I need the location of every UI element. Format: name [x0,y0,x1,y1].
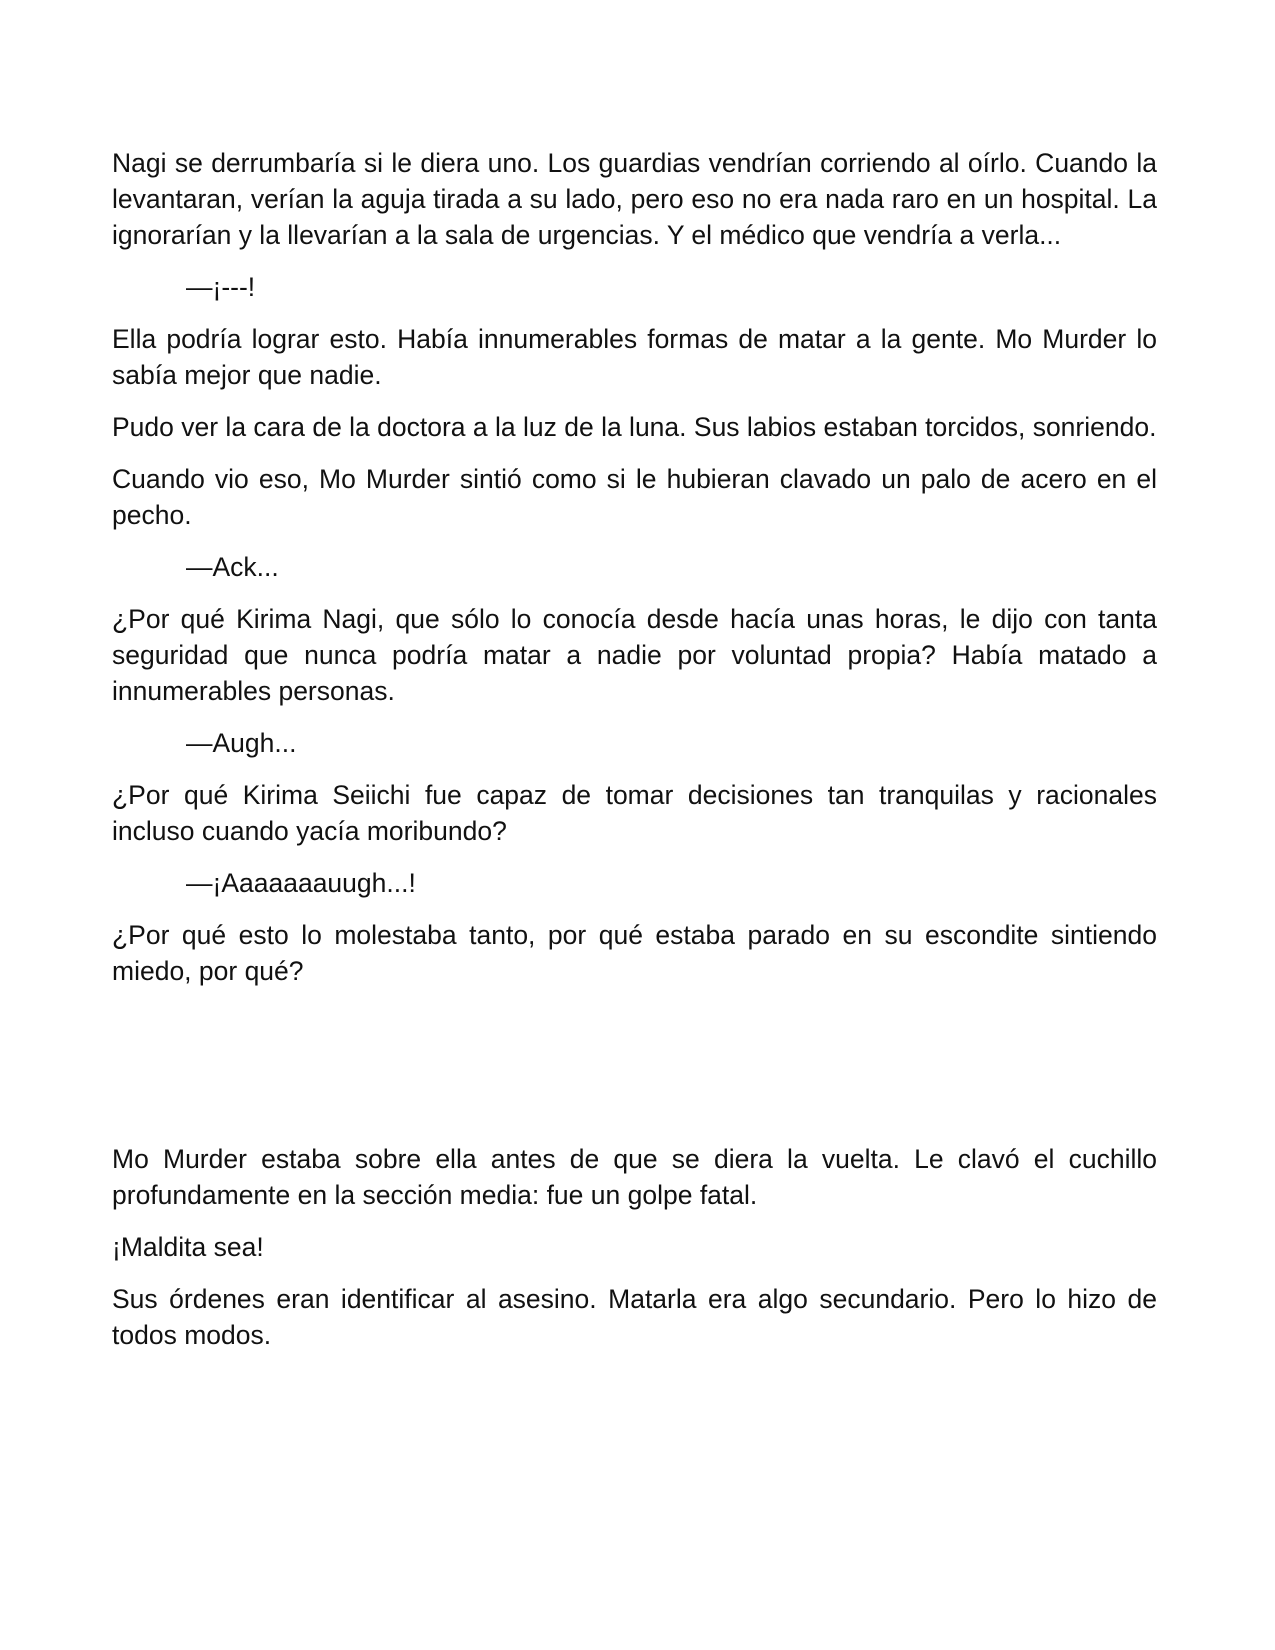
section-2 [112,1141,1157,1353]
paragraph: Pudo ver la cara de la doctora a la luz de la luna. Sus labios estaban torcidos, sonriendo. [112,412,1157,442]
dialogue-line: —Augh... [186,728,297,758]
paragraph: ¿Por qué Kirima Seiichi fue capaz de tomar decisiones tan tranquilas y racionales incluso cuando yacía moribundo? [112,780,1157,846]
paragraph: Nagi se derrumbaría si le diera uno. Los guardias vendrían corriendo al oírlo. Cuando la levantaran, verían la aguja tirada a su lado, pero eso no era nada raro en un hospital. La ignorarían y la llevarían a la sala de urgencias. Y el médico que vendría a verla... [112,148,1157,250]
paragraph: ¡Maldita sea! [112,1232,264,1262]
paragraph: Mo Murder estaba sobre ella antes de que se diera la vuelta. Le clavó el cuchillo profundamente en la sección media: fue un golpe fatal. [112,1144,1157,1210]
paragraph: ¿Por qué esto lo molestaba tanto, por qué estaba parado en su escondite sintiendo miedo, por qué? [112,920,1157,986]
document-page [112,145,1157,1369]
paragraph: Cuando vio eso, Mo Murder sintió como si le hubieran clavado un palo de acero en el pecho. [112,464,1157,530]
paragraph: Sus órdenes eran identificar al asesino. Matarla era algo secundario. Pero lo hizo de todos modos. [112,1284,1157,1350]
paragraph: Ella podría lograr esto. Había innumerables formas de matar a la gente. Mo Murder lo sabía mejor que nadie. [112,324,1157,390]
paragraph: ¿Por qué Kirima Nagi, que sólo lo conocía desde hacía unas horas, le dijo con tanta seguridad que nunca podría matar a nadie por voluntad propia? Había matado a innumerables personas. [112,604,1157,706]
dialogue-line: —¡---! [186,272,256,302]
dialogue-line: —¡Aaaaaaauugh...! [186,868,416,898]
section-break [112,1005,1157,1141]
dialogue-line: —Ack... [186,552,279,582]
section-1 [112,145,1157,989]
